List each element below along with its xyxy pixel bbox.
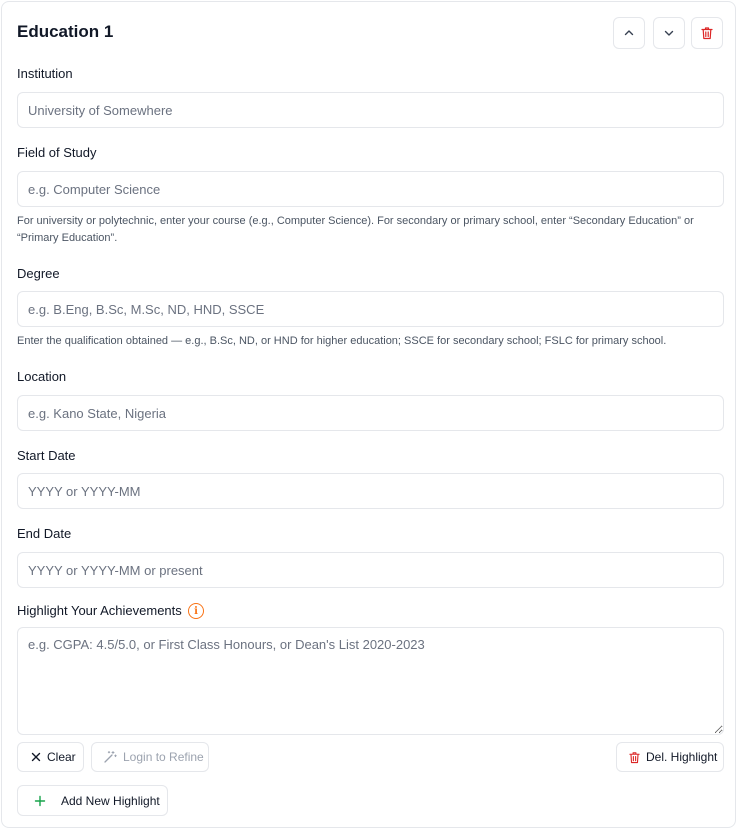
degree-label: Degree <box>17 266 60 281</box>
field-of-study-input[interactable] <box>17 171 724 207</box>
info-icon[interactable]: i <box>188 603 204 619</box>
move-down-button[interactable] <box>653 17 685 49</box>
chevron-down-icon <box>663 27 675 39</box>
login-to-refine-button[interactable] <box>91 742 209 772</box>
delete-education-button[interactable] <box>691 17 723 49</box>
trash-icon <box>628 751 641 764</box>
add-new-highlight-button[interactable] <box>17 785 168 816</box>
end-date-input[interactable] <box>17 552 724 588</box>
magic-wand-icon <box>103 750 117 764</box>
highlights-label: Highlight Your Achievements <box>17 603 182 618</box>
degree-hint: Enter the qualification obtained — e.g., B.Sc, ND, or HND for higher education; SSCE for secondary school; FSLC for primary school. <box>17 335 667 347</box>
plus-icon <box>34 795 46 807</box>
chevron-up-icon <box>623 27 635 39</box>
clear-button[interactable] <box>17 742 84 772</box>
highlights-textarea[interactable] <box>17 627 724 735</box>
institution-label: Institution <box>17 66 73 81</box>
start-date-label: Start Date <box>17 448 76 463</box>
login-to-refine-label: Login to Refine <box>123 750 204 764</box>
field-of-study-hint: For university or polytechnic, enter your course (e.g., Computer Science). For secondary or primary school, enter “Secondary Education” or “Primary Education”. <box>17 215 694 244</box>
trash-icon <box>700 26 714 40</box>
education-card <box>1 1 736 828</box>
move-up-button[interactable] <box>613 17 645 49</box>
section-title: Education 1 <box>17 22 114 41</box>
start-date-input[interactable] <box>17 473 724 509</box>
location-label: Location <box>17 369 67 384</box>
end-date-label: End Date <box>17 526 72 541</box>
field-of-study-label: Field of Study <box>17 145 97 160</box>
degree-input[interactable] <box>17 291 724 327</box>
institution-input[interactable] <box>17 92 724 128</box>
close-icon <box>30 751 42 763</box>
clear-label: Clear <box>47 750 76 764</box>
delete-highlight-label: Del. Highlight <box>646 750 718 764</box>
add-new-highlight-label: Add New Highlight <box>61 793 160 808</box>
delete-highlight-button[interactable] <box>616 742 724 772</box>
location-input[interactable] <box>17 395 724 431</box>
